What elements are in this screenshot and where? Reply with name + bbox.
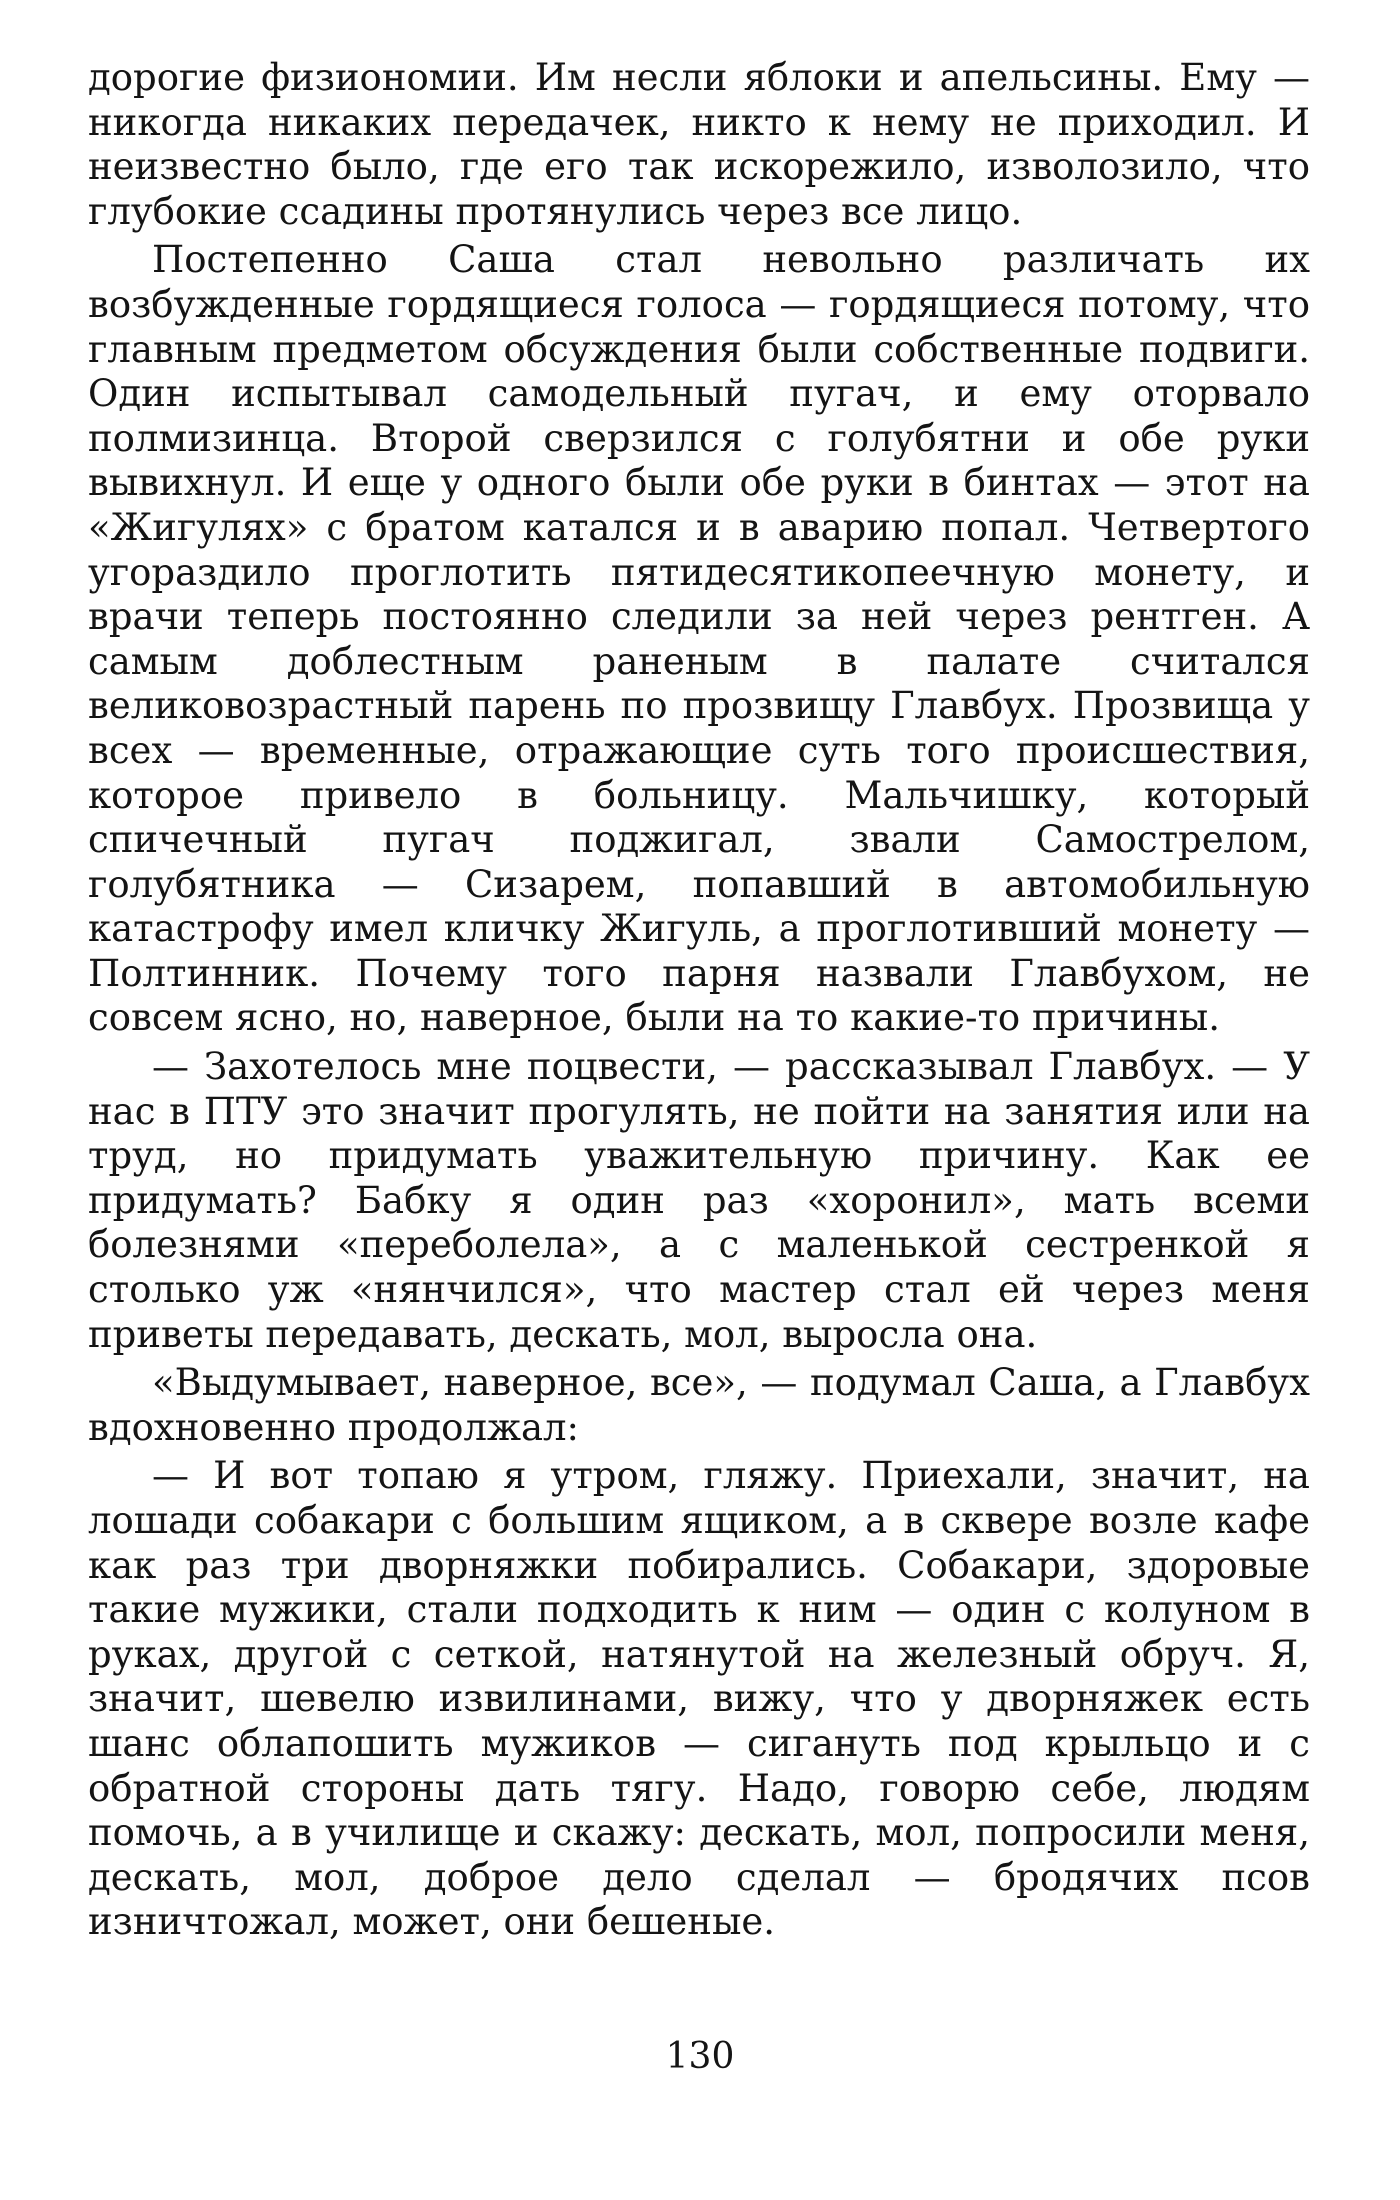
paragraph-5: — И вот топаю я утром, гляжу. Приехали, значит, на лошади собакари с большим ящиком, а в сквере возле кафе как раз три дворняжки побирались. Собакари, здоровые такие мужики, стали подходить к ним — один с колуном в руках, другой с сеткой, натянутой на железный обруч. Я, значит, шевелю извилинами, вижу, что у дворняжек есть шанс облапошить мужиков — сигануть под крыльцо и с обратной стороны дать тягу. Надо, говорю себе, людям помочь, а в училище и скажу: дескать, мол, попросили меня, дескать, мол, доброе дело сделал — бродячих псов изничтожал, может, они бешеные.: [88, 1454, 1310, 1944]
paragraph-2: Постепенно Саша стал невольно различать их возбужденные гордящиеся голоса — гордящиеся потому, что главным предметом обсуждения были собственные подвиги. Один испытывал самодельный пугач, и ему оторвало полмизинца. Второй сверзился с голубятни и обе руки вывихнул. И еще у одного были обе руки в бинтах — этот на «Жигулях» с братом катался и в аварию попал. Четвертого угораздило проглотить пятидесятикопеечную монету, и врачи теперь постоянно следили за ней через рентген. А самым доблестным раненым в палате считался великовозрастный парень по прозвищу Главбух. Прозвища у всех — временные, отражающие суть того происшествия, которое привело в больницу. Мальчишку, который спичечный пугач поджигал, звали Самострелом, голубятника — Сизарем, попавший в автомобильную катастрофу имел кличку Жигуль, а проглотивший монету — Полтинник. Почему того парня назвали Главбухом, не совсем ясно, но, наверное, были на то какие-то причины.: [88, 238, 1310, 1040]
page-number: 130: [665, 2036, 735, 2077]
paragraph-3: — Захотелось мне поцвести, — рассказывал Главбух. — У нас в ПТУ это значит прогулять, не пойти на занятия или на труд, но придумать уважительную причину. Как ее придумать? Бабку я один раз «хоронил», мать всеми болезнями «переболела», а с маленькой сестренкой я столько уж «нянчился», что мастер стал ей через меня приветы передавать, дескать, мол, выросла она.: [88, 1045, 1310, 1356]
paragraph-4: «Выдумывает, наверное, все», — подумал Саша, а Главбух вдохновенно продолжал:: [88, 1361, 1310, 1449]
book-page: [88, 56, 1310, 2156]
paragraph-1: дорогие физиономии. Им несли яблоки и апельсины. Ему — никогда никаких передачек, никто к нему не приходил. И неизвестно было, где его так искорежило, изволозило, что глубокие ссадины протянулись через все лицо.: [88, 56, 1310, 233]
